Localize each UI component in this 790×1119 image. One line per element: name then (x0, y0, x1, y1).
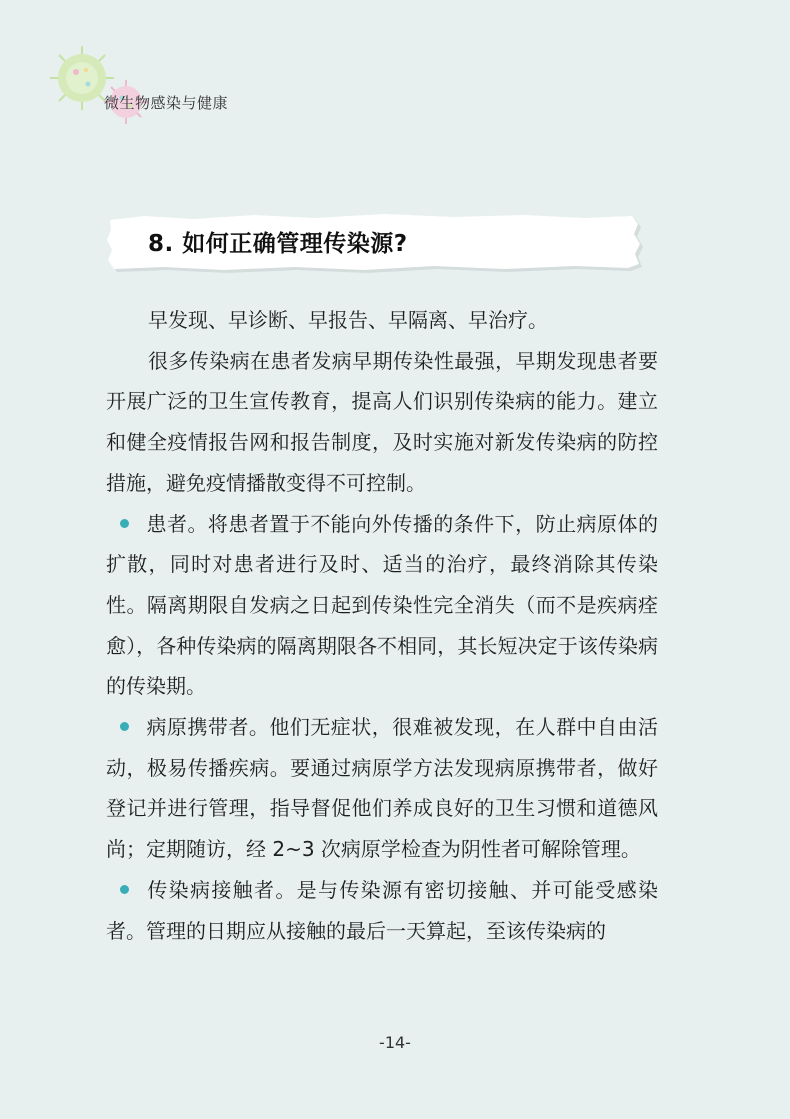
bullet-text: 病原携带者。他们无症状，很难被发现，在人群中自由活动，极易传播疾病。要通过病原学方法发现病原携带者，做好登记并进行管理，指导督促他们养成良好的卫生习惯和道德风尚；定期随访，经 2~3 次病原学检查为阴性者可解除管理。 (106, 715, 658, 862)
bullet-dot-icon (120, 722, 129, 731)
bullet-item-patients (106, 504, 658, 708)
bullet-item-carriers (106, 707, 658, 870)
section-title: 8. 如何正确管理传染源? (148, 231, 408, 257)
bullet-dot-icon (120, 885, 129, 894)
page-number: -14- (379, 1033, 411, 1052)
paragraph: 很多传染病在患者发病早期传染性最强，早期发现患者要开展广泛的卫生宣传教育，提高人们识别传染病的能力。建立和健全疫情报告网和报告制度，及时实施对新发传染病的防控措施，避免疫情播散变得不可控制。 (106, 348, 658, 495)
bullet-text: 患者。将患者置于不能向外传播的条件下，防止病原体的扩散，同时对患者进行及时、适当的治疗，最终消除其传染性。隔离期限自发病之日起到传染性完全消失（而不是疾病痊愈），各种传染病的隔离期限各不相同，其长短决定于该传染病的传染期。 (106, 511, 658, 699)
bullet-dot-icon (120, 519, 129, 528)
body-text (106, 300, 658, 951)
virus-decoration-icon (40, 40, 160, 130)
running-header-title: 微生物感染与健康 (104, 94, 229, 112)
intro-paragraph: 早发现、早诊断、早报告、早隔离、早治疗。 (148, 308, 548, 332)
page-header (40, 40, 340, 130)
section-title-banner (104, 210, 644, 274)
bullet-item-contacts (106, 870, 658, 951)
bullet-text: 传染病接触者。是与传染源有密切接触、并可能受感染者。管理的日期应从接触的最后一天算起，至该传染病的 (106, 877, 658, 943)
